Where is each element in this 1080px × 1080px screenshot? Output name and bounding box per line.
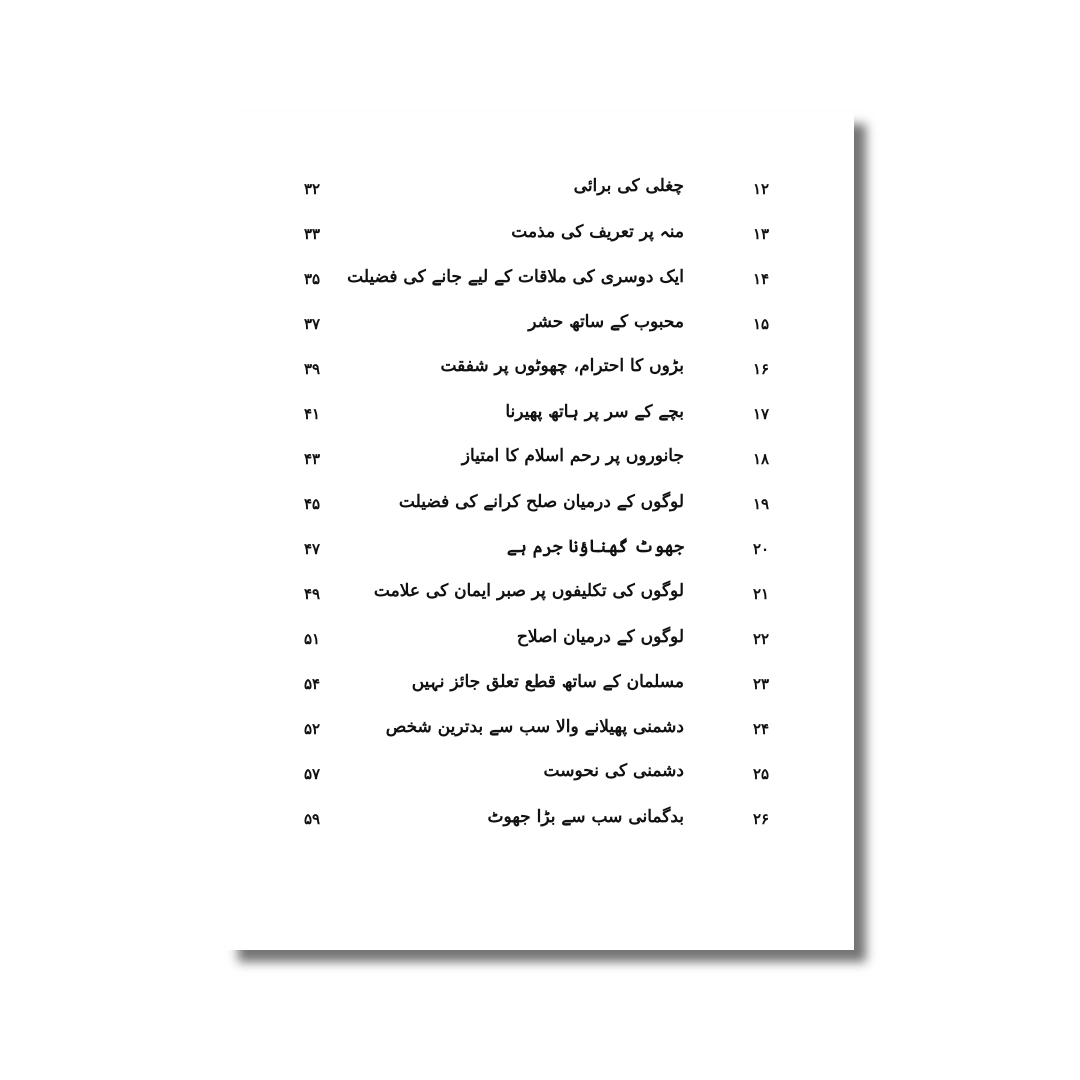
toc-entry-title: لوگوں کی تکلیفوں پر صبر ایمان کی علامت (373, 581, 684, 601)
toc-entry-number: ۱۵ (752, 315, 770, 333)
toc-row (226, 172, 854, 212)
toc-entry-title: منہ پر تعریف کی مذمت (511, 222, 684, 242)
toc-entry-page: ۴۹ (304, 585, 321, 603)
toc-entry-title: مسلمان کے ساتھ قطع تعلق جائز نہیں (411, 672, 684, 692)
toc-entry-title: بچے کے سر پر ہاتھ پھیرنا (505, 402, 684, 422)
toc-entry-number: ۱۴ (752, 270, 770, 288)
document-page (226, 112, 854, 950)
table-of-contents (226, 112, 854, 950)
toc-entry-title: لوگوں کے درمیان صلح کرانے کی فضیلت (398, 492, 684, 512)
toc-entry-title: دشمنی پھیلانے والا سب سے بدترین شخص (385, 717, 684, 737)
toc-row (226, 352, 854, 392)
toc-entry-number: ۱۳ (752, 225, 770, 243)
toc-entry-number: ۲۳ (752, 675, 770, 693)
toc-entry-page: ۴۳ (304, 450, 321, 468)
toc-entry-page: ۳۳ (304, 225, 321, 243)
toc-entry-number: ۲۲ (752, 630, 770, 648)
toc-entry-title: بڑوں کا احترام، چھوٹوں پر شفقت (440, 356, 684, 376)
toc-entry-page: ۴۵ (304, 495, 321, 513)
toc-entry-page: ۳۲ (304, 180, 321, 198)
toc-entry-number: ۲۱ (752, 585, 770, 603)
toc-entry-number: ۱۷ (752, 405, 770, 423)
toc-entry-page: ۳۹ (304, 360, 321, 378)
toc-entry-number: ۱۶ (752, 360, 770, 378)
toc-entry-page: ۵۷ (304, 765, 321, 783)
toc-entry-title: بدگمانی سب سے بڑا جھوٹ (487, 807, 684, 827)
toc-row (226, 487, 854, 527)
toc-entry-number: ۲۰ (752, 540, 770, 558)
toc-row (226, 217, 854, 257)
toc-entry-page: ۵۴ (304, 675, 321, 693)
toc-entry-page: ۳۷ (304, 315, 321, 333)
toc-row (226, 667, 854, 707)
toc-row (226, 802, 854, 842)
toc-entry-number: ۲۵ (752, 765, 770, 783)
toc-entry-number: ۲۶ (752, 810, 770, 828)
toc-row (226, 307, 854, 347)
toc-row (226, 397, 854, 437)
toc-entry-page: ۵۱ (304, 630, 321, 648)
toc-entry-number: ۱۲ (752, 180, 770, 198)
toc-entry-title: محبوب کے ساتھ حشر (528, 312, 684, 332)
toc-entry-page: ۴۱ (304, 405, 321, 423)
toc-entry-title: لوگوں کے درمیان اصلاح (516, 627, 684, 647)
toc-row (226, 442, 854, 482)
toc-entry-page: ۳۵ (304, 270, 321, 288)
toc-row (226, 712, 854, 752)
toc-entry-title: جانوروں پر رحم اسلام کا امتیاز (461, 446, 684, 466)
toc-row (226, 622, 854, 662)
toc-entry-page: ۵۲ (304, 720, 321, 738)
toc-row (226, 262, 854, 302)
toc-entry-title: دشمنی کی نحوست (543, 761, 684, 781)
toc-entry-page: ۵۹ (304, 810, 321, 828)
toc-entry-number: ۲۴ (752, 720, 770, 738)
toc-entry-number: ۱۹ (752, 495, 770, 513)
toc-row (226, 757, 854, 797)
toc-entry-title: ایک دوسری کی ملاقات کے لیے جانے کی فضیلت (347, 267, 684, 287)
toc-entry-page: ۴۷ (304, 540, 321, 558)
toc-row (226, 532, 854, 572)
toc-entry-number: ۱۸ (752, 450, 770, 468)
toc-entry-title: چغلی کی برائی (573, 176, 684, 196)
toc-row (226, 577, 854, 617)
toc-entry-title: جھوٹ گھناؤنا جرم ہے (506, 537, 684, 557)
